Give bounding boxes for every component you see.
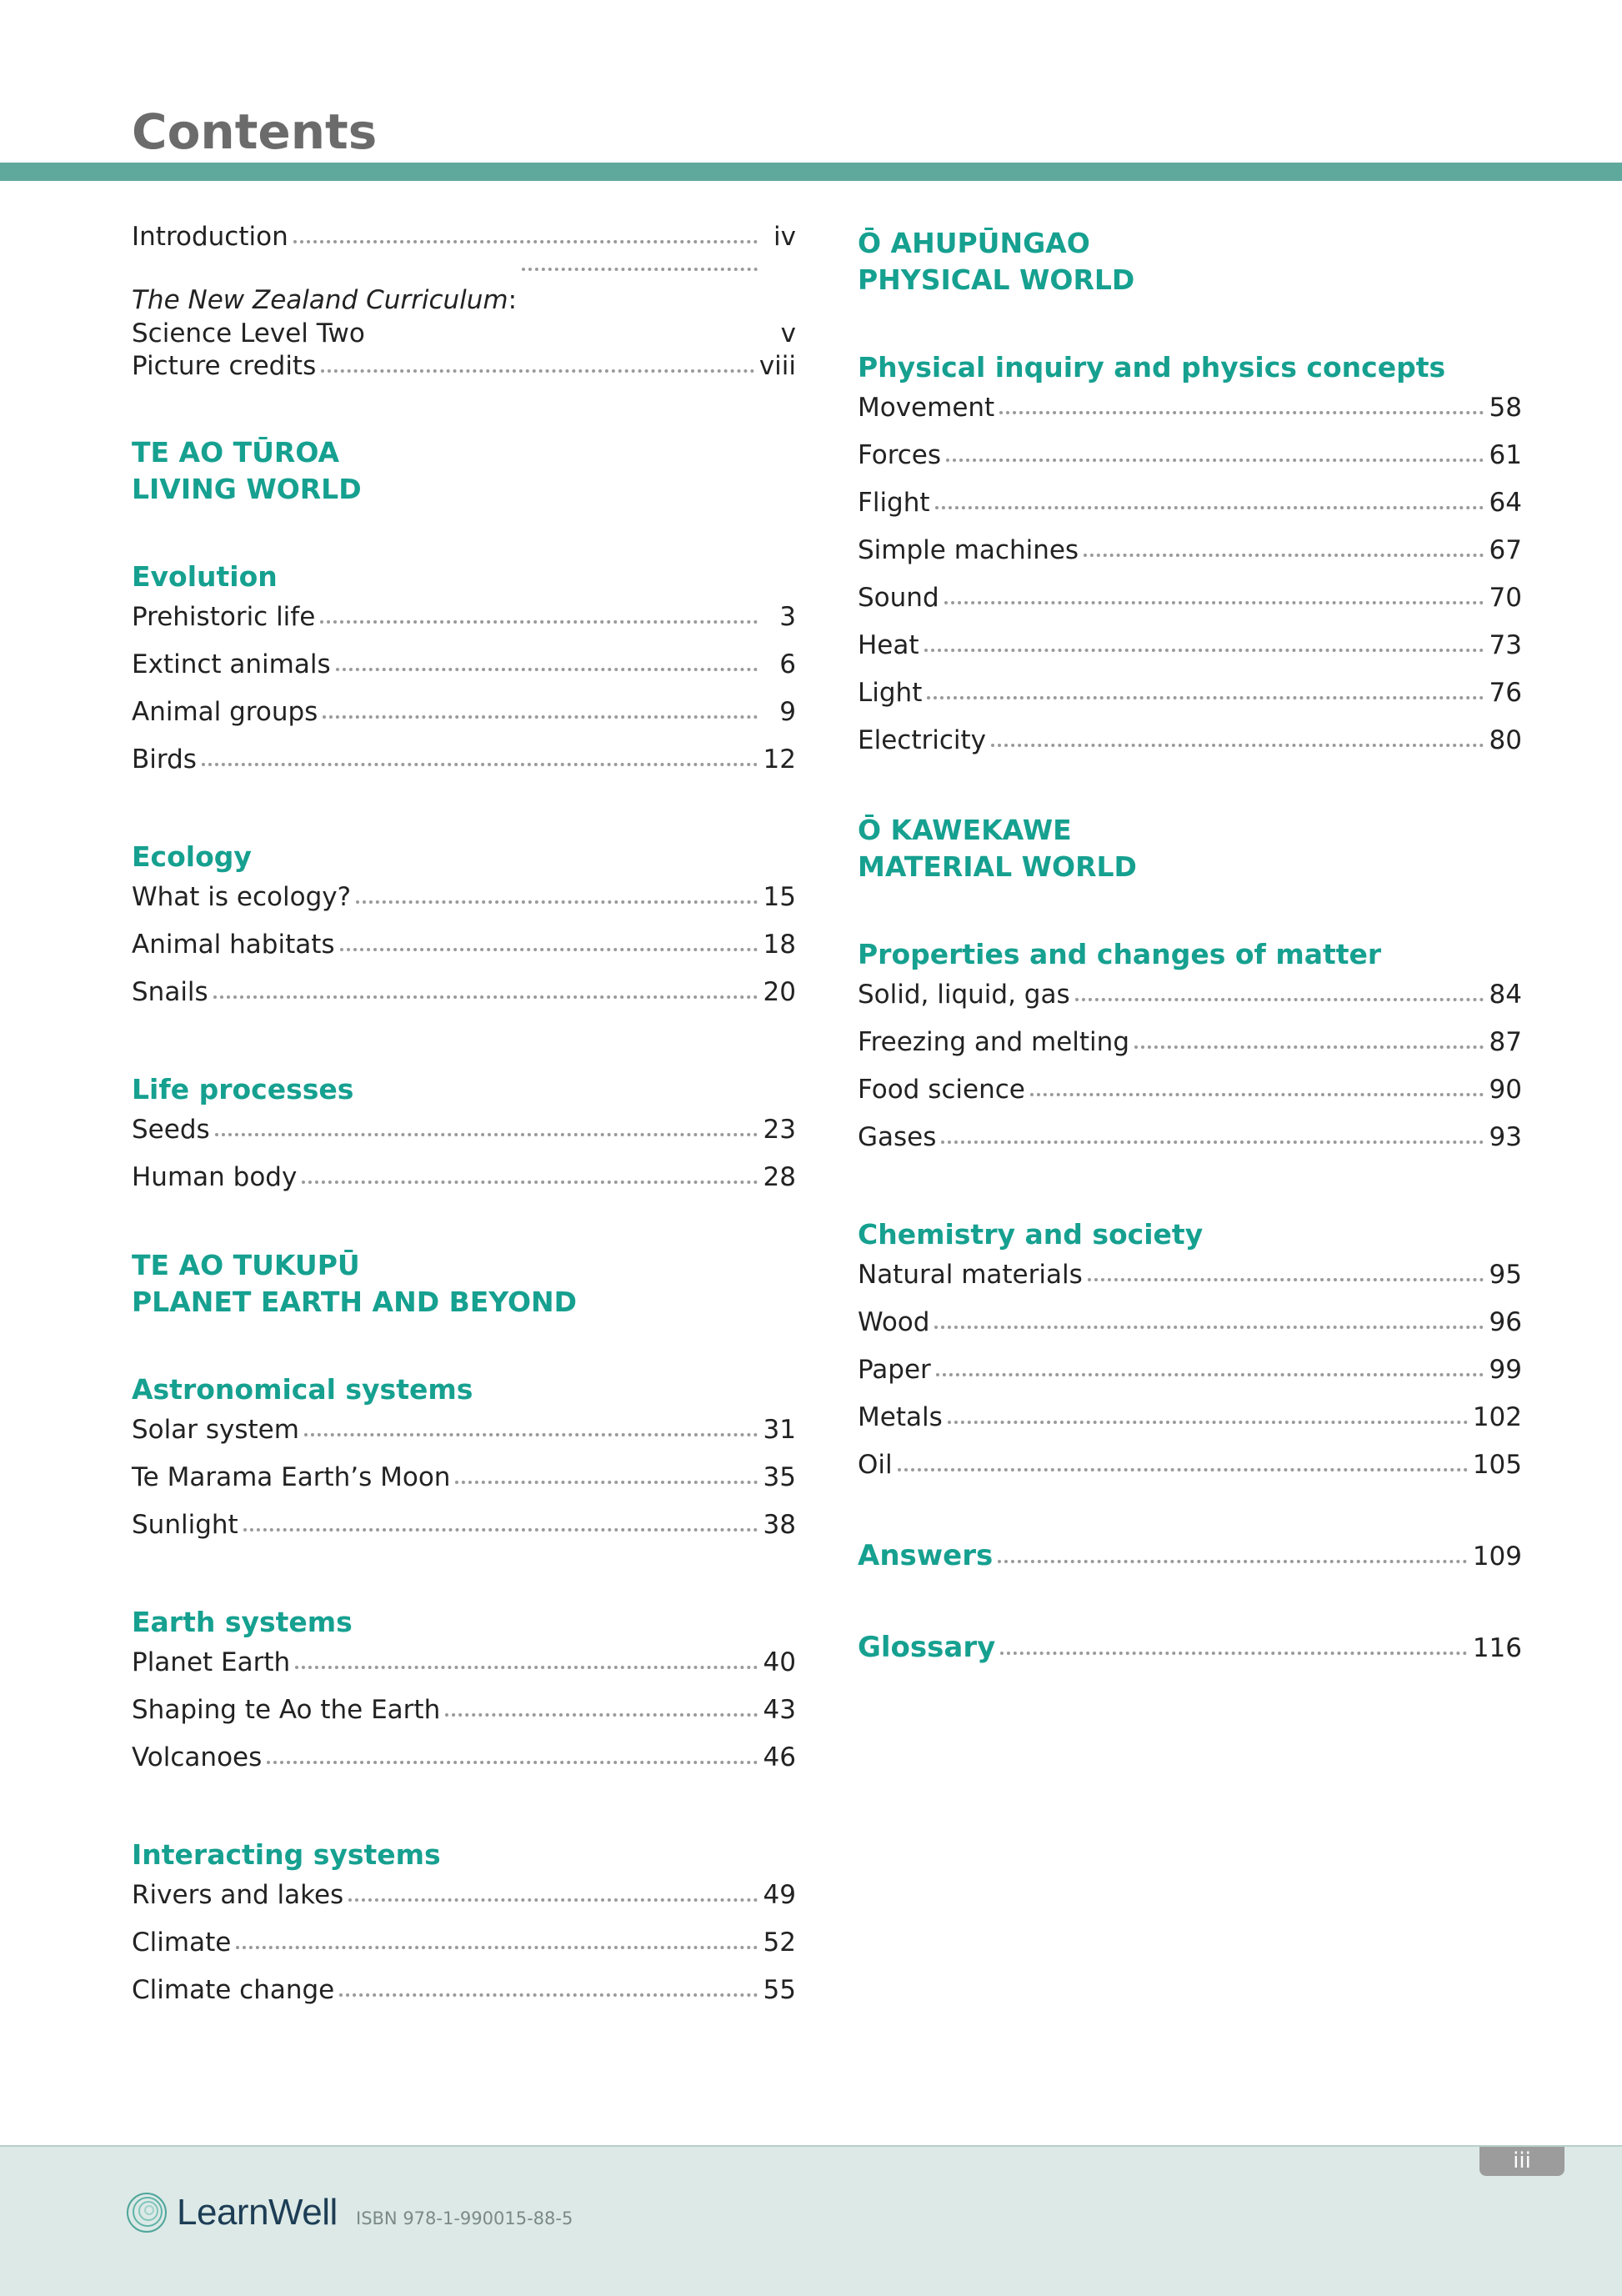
brand-name: LearnWell xyxy=(177,2192,338,2233)
dot-leader xyxy=(991,743,1484,747)
section-heading-planet-earth: TE AO TUKUPŪ PLANET EARTH AND BEYOND xyxy=(132,1249,578,1318)
toc-entry[interactable]: Volcanoes 46 xyxy=(132,1742,796,1772)
dot-leader xyxy=(1030,1092,1484,1096)
toc-entry[interactable]: Solar system 31 xyxy=(132,1415,796,1445)
toc-entry[interactable]: Shaping te Ao the Earth 43 xyxy=(132,1695,796,1725)
toc-entry[interactable]: Te Marama Earth’s Moon 35 xyxy=(132,1462,796,1492)
dot-leader xyxy=(320,619,758,624)
toc-entry[interactable]: Human body 28 xyxy=(132,1162,796,1192)
list-astronomical xyxy=(132,1414,796,1557)
list-interacting xyxy=(132,1879,796,2022)
toc-entry[interactable]: Snails 20 xyxy=(132,977,796,1007)
section-heading-material-world: Ō KAWEKAWE MATERIAL WORLD xyxy=(858,814,1137,883)
dot-leader xyxy=(336,667,758,671)
toc-entry[interactable]: Paper 99 xyxy=(858,1355,1522,1385)
dot-leader xyxy=(1088,1277,1484,1281)
dot-leader xyxy=(202,762,758,766)
page-footer xyxy=(0,2145,1622,2296)
toc-entry[interactable]: Animal groups 9 xyxy=(132,697,796,727)
dot-leader xyxy=(304,1432,758,1436)
toc-entry-answers[interactable]: Answers 109 xyxy=(858,1539,1522,1572)
toc-entry[interactable]: Light 76 xyxy=(858,678,1522,708)
dot-leader xyxy=(1134,1045,1484,1049)
toc-entry-glossary[interactable]: Glossary 116 xyxy=(858,1631,1522,1664)
dot-leader xyxy=(1084,553,1484,557)
toc-entry[interactable]: Sunlight 38 xyxy=(132,1510,796,1540)
toc-entry[interactable]: Metals 102 xyxy=(858,1402,1522,1432)
toc-entry[interactable]: Animal habitats 18 xyxy=(132,930,796,960)
section-heading-physical-world: Ō AHUPŪNGAO PHYSICAL WORLD xyxy=(858,227,1135,296)
list-matter xyxy=(858,979,1522,1169)
toc-entry[interactable]: Freezing and melting 87 xyxy=(858,1027,1522,1057)
subheading-chemistry: Chemistry and society xyxy=(858,1218,1204,1251)
dot-leader xyxy=(356,900,758,904)
subheading-evolution: Evolution xyxy=(132,560,278,593)
dot-leader xyxy=(293,239,758,243)
learnwell-logo[interactable] xyxy=(125,2191,338,2234)
toc-entry[interactable]: Prehistoric life 3 xyxy=(132,602,796,632)
dot-leader xyxy=(999,410,1484,414)
toc-entry[interactable]: Movement 58 xyxy=(858,393,1522,423)
contents-column-right xyxy=(858,225,1522,1672)
toc-entry[interactable]: Flight 64 xyxy=(858,488,1522,518)
dot-leader xyxy=(302,1180,758,1184)
list-chemistry xyxy=(858,1259,1522,1496)
subheading-physics: Physical inquiry and physics concepts xyxy=(858,351,1446,384)
dot-leader xyxy=(445,1712,758,1717)
dot-leader xyxy=(941,1140,1484,1144)
subheading-matter: Properties and changes of matter xyxy=(858,938,1382,970)
toc-entry[interactable]: Heat 73 xyxy=(858,630,1522,660)
dot-leader xyxy=(339,1993,758,1997)
toc-entry[interactable]: Climate change 55 xyxy=(132,1975,796,2005)
dot-leader xyxy=(1000,1651,1467,1655)
dot-leader xyxy=(267,1760,758,1764)
list-life-processes xyxy=(132,1114,796,1209)
dot-leader xyxy=(455,1480,758,1484)
dot-leader xyxy=(1075,997,1484,1001)
subheading-life-processes: Life processes xyxy=(132,1073,354,1105)
dot-leader xyxy=(522,267,758,271)
dot-leader xyxy=(295,1665,758,1669)
subheading-astronomical-systems: Astronomical systems xyxy=(132,1373,473,1406)
dot-leader xyxy=(946,458,1484,462)
page-number-tab: iii xyxy=(1479,2147,1564,2176)
dot-leader xyxy=(924,648,1484,652)
dot-leader xyxy=(934,1325,1484,1329)
title-rule xyxy=(0,163,1622,181)
list-evolution xyxy=(132,601,796,791)
dot-leader xyxy=(213,995,758,999)
page-title: Contents xyxy=(132,103,378,160)
toc-entry[interactable]: Climate 52 xyxy=(132,1928,796,1958)
toc-entry[interactable]: Simple machines 67 xyxy=(858,535,1522,565)
isbn-text: ISBN 978-1-990015-88-5 xyxy=(356,2208,573,2228)
toc-entry[interactable]: Gases 93 xyxy=(858,1122,1522,1152)
subheading-earth-systems: Earth systems xyxy=(132,1606,353,1638)
toc-entry-picture-credits[interactable]: Picture credits viii xyxy=(132,351,796,381)
toc-entry[interactable]: Birds 12 xyxy=(132,744,796,775)
section-heading-living-world: TE AO TŪROA LIVING WORLD xyxy=(132,436,362,505)
list-physics xyxy=(858,392,1522,772)
dot-leader xyxy=(935,505,1484,509)
toc-entry[interactable]: Solid, liquid, gas 84 xyxy=(858,980,1522,1010)
toc-entry[interactable]: Electricity 80 xyxy=(858,725,1522,755)
toc-entry[interactable]: Rivers and lakes 49 xyxy=(132,1880,796,1910)
dot-leader xyxy=(321,368,754,373)
subheading-ecology: Ecology xyxy=(132,840,252,873)
spiral-logo-icon xyxy=(125,2191,168,2234)
dot-leader xyxy=(948,1420,1468,1424)
dot-leader xyxy=(998,1559,1467,1563)
dot-leader xyxy=(215,1132,758,1136)
dot-leader xyxy=(340,947,758,951)
toc-entry[interactable]: Forces 61 xyxy=(858,440,1522,470)
toc-entry-curriculum[interactable]: The New Zealand Curriculum: Science Level Two v xyxy=(132,268,796,350)
toc-entry[interactable]: Oil 105 xyxy=(858,1450,1522,1480)
contents-column-left xyxy=(132,221,796,2022)
dot-leader xyxy=(898,1467,1468,1471)
toc-entry[interactable]: Food science 90 xyxy=(858,1075,1522,1105)
subheading-interacting-systems: Interacting systems xyxy=(132,1838,441,1871)
list-earth-systems xyxy=(132,1647,796,1789)
toc-entry[interactable]: What is ecology? 15 xyxy=(132,882,796,912)
toc-entry-introduction[interactable]: Introduction iv xyxy=(132,222,796,252)
toc-entry[interactable]: Extinct animals 6 xyxy=(132,649,796,679)
dot-leader xyxy=(944,600,1484,604)
dot-leader xyxy=(323,714,758,719)
toc-entry[interactable]: Sound 70 xyxy=(858,583,1522,613)
dot-leader xyxy=(236,1945,758,1949)
toc-entry[interactable]: Natural materials 95 xyxy=(858,1260,1522,1290)
dot-leader xyxy=(936,1372,1484,1376)
dot-leader xyxy=(348,1897,758,1902)
dot-leader xyxy=(927,695,1484,699)
dot-leader xyxy=(243,1527,758,1532)
toc-entry[interactable]: Planet Earth 40 xyxy=(132,1647,796,1677)
toc-entry[interactable]: Wood 96 xyxy=(858,1307,1522,1337)
list-ecology xyxy=(132,881,796,1024)
toc-entry[interactable]: Seeds 23 xyxy=(132,1115,796,1145)
